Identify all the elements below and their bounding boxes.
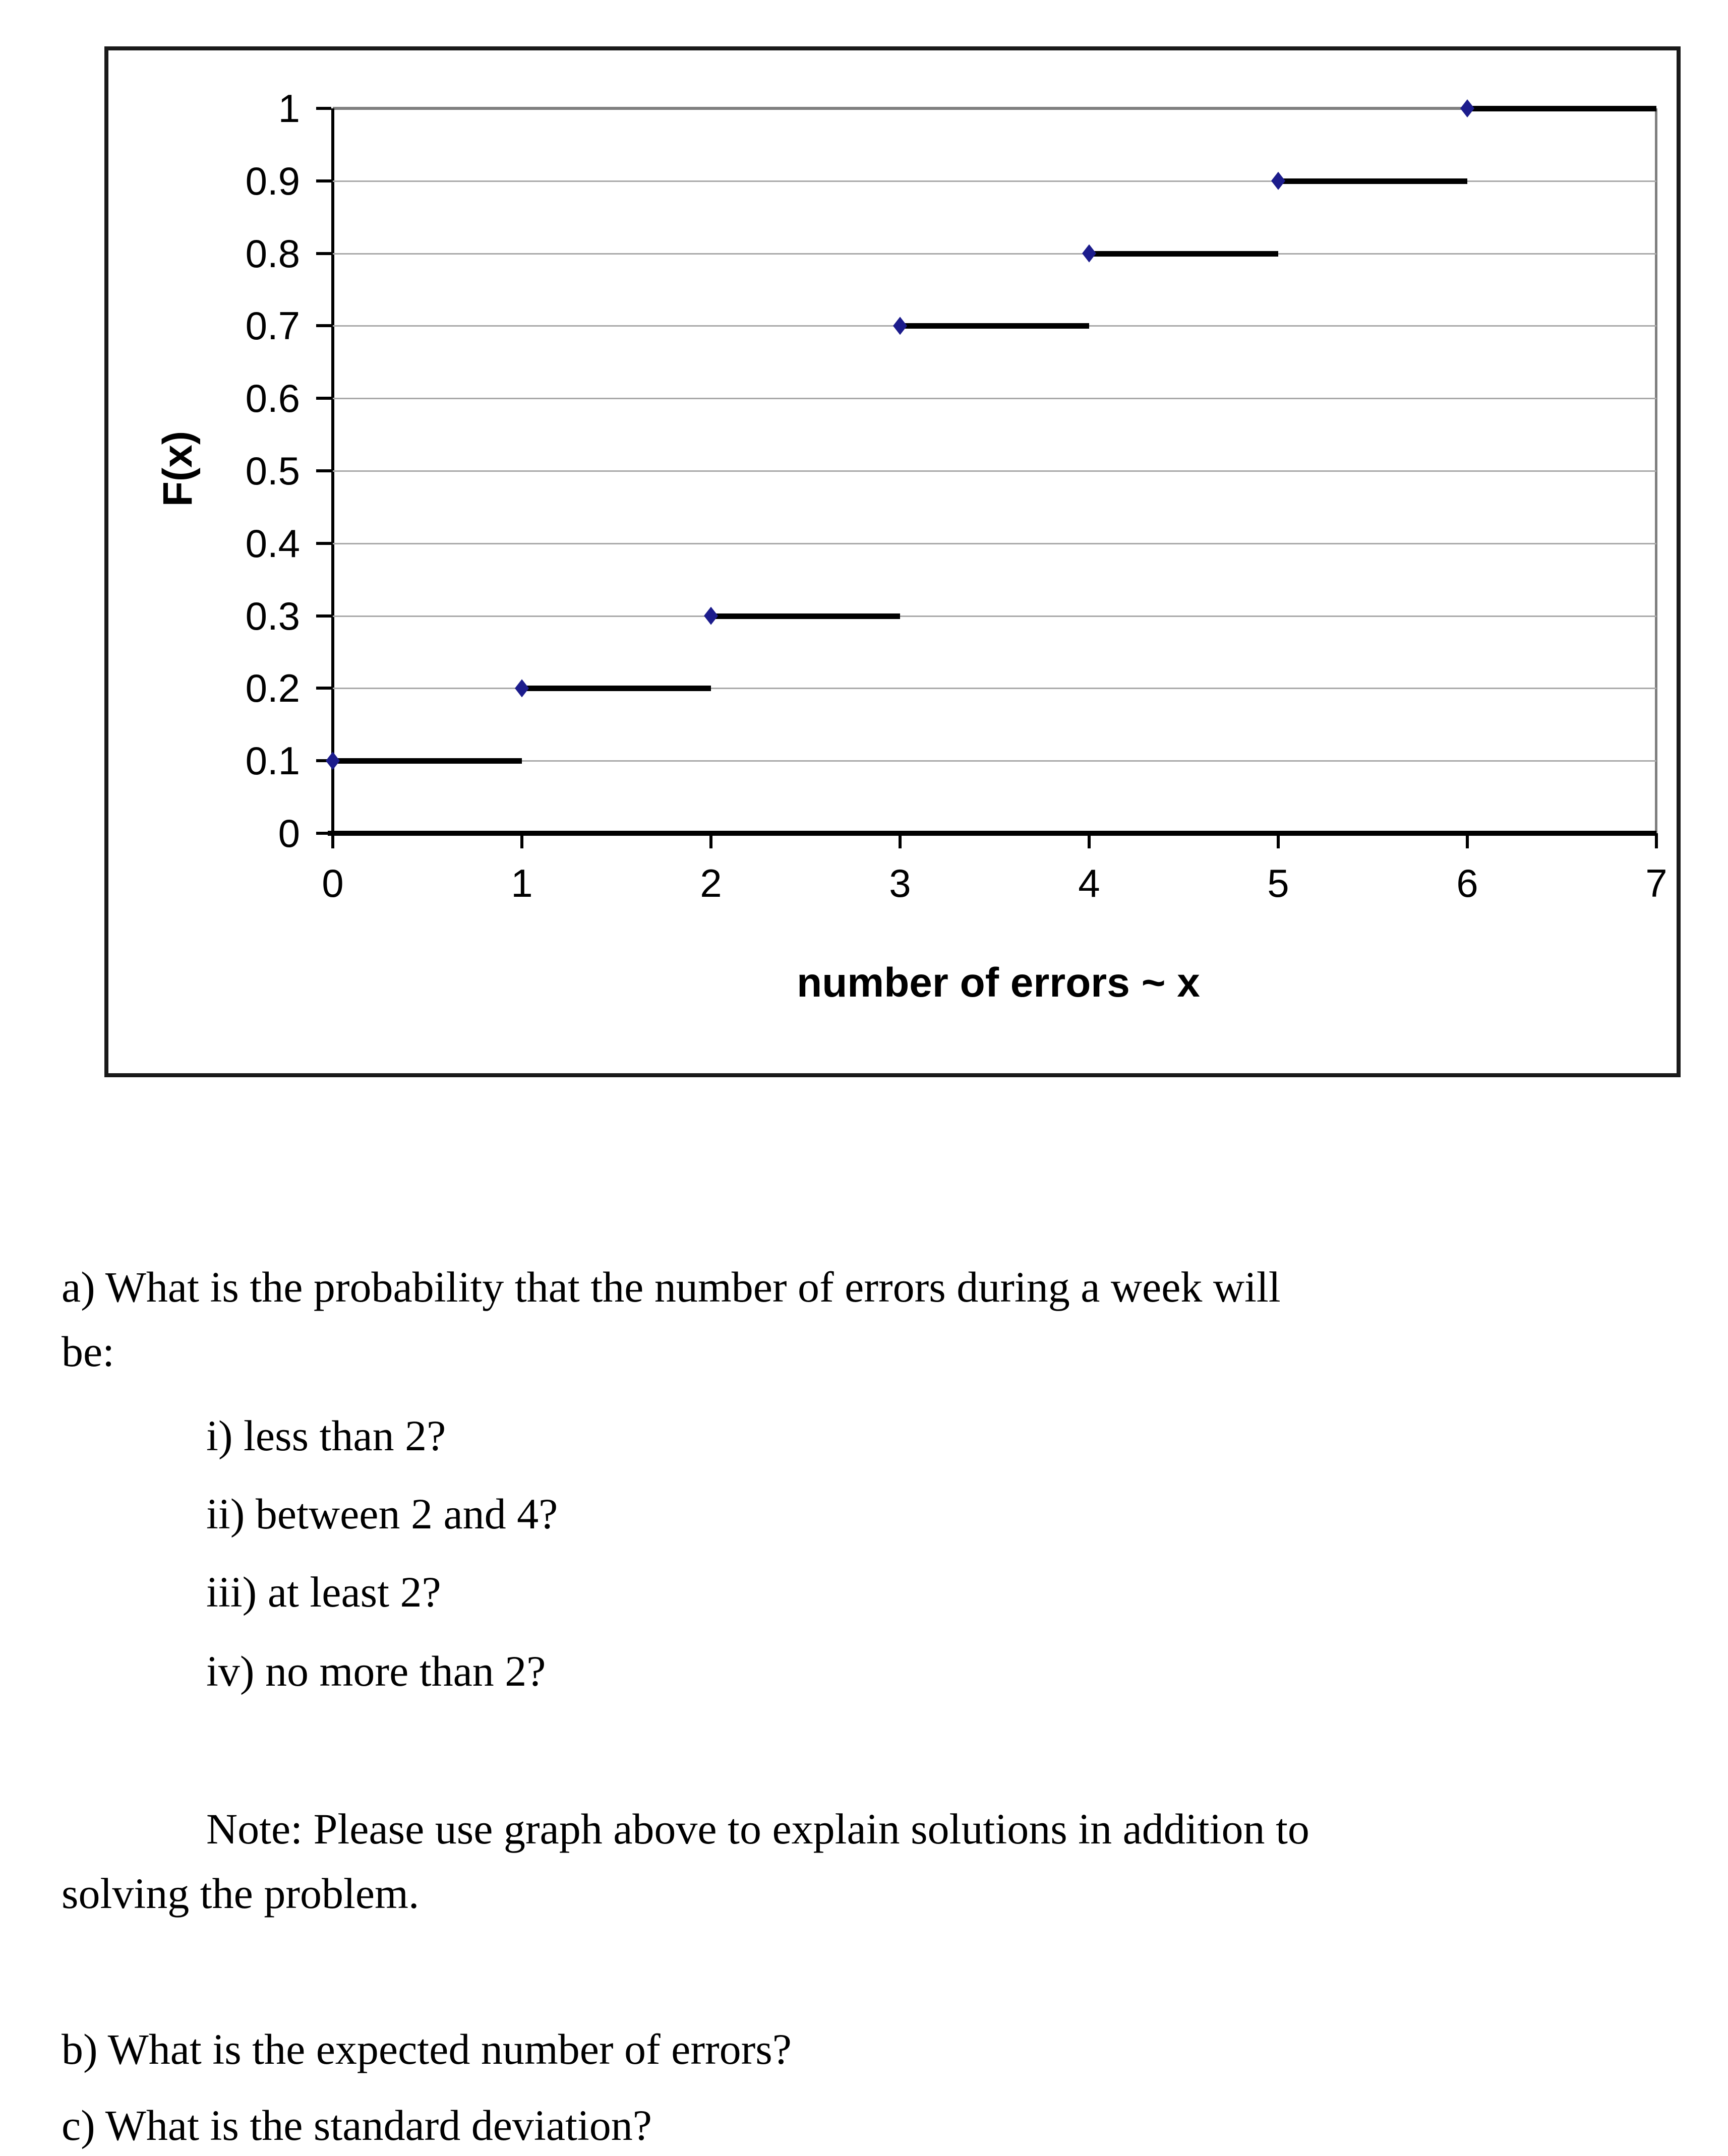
question-a-item-iv: iv) no more than 2? bbox=[206, 1647, 546, 1695]
y-axis-tick bbox=[316, 469, 331, 472]
y-axis-tick bbox=[316, 324, 331, 327]
cdf-step-segment bbox=[522, 686, 711, 691]
x-tick-label: 4 bbox=[1078, 861, 1100, 905]
y-tick-label: 0.9 bbox=[245, 158, 300, 203]
y-axis-tick bbox=[316, 687, 331, 690]
gridline bbox=[333, 398, 1656, 399]
y-axis-tick bbox=[316, 107, 331, 110]
data-point-marker bbox=[1460, 99, 1474, 117]
cdf-step-segment bbox=[333, 758, 522, 764]
y-tick-label: 0.7 bbox=[245, 303, 300, 348]
question-a-item-i: i) less than 2? bbox=[206, 1411, 446, 1460]
x-axis bbox=[328, 831, 1656, 836]
question-b: b) What is the expected number of errors? bbox=[62, 2025, 792, 2073]
note-line1: Note: Please use graph above to explain solutions in addition to bbox=[206, 1805, 1309, 1853]
x-axis-tick bbox=[1277, 833, 1280, 848]
gridline bbox=[333, 543, 1656, 544]
question-a-item-iii: iii) at least 2? bbox=[206, 1568, 441, 1616]
x-axis-tick bbox=[709, 833, 712, 848]
y-tick-label: 0.2 bbox=[245, 666, 300, 711]
y-axis-tick bbox=[316, 252, 331, 255]
x-tick-label: 3 bbox=[889, 861, 911, 905]
x-tick-label: 0 bbox=[322, 861, 344, 905]
x-axis-tick bbox=[1466, 833, 1469, 848]
y-tick-label: 0 bbox=[278, 811, 300, 855]
data-point-marker bbox=[1271, 172, 1285, 190]
x-tick-label: 2 bbox=[700, 861, 722, 905]
data-point-marker bbox=[1082, 244, 1096, 263]
question-c: c) What is the standard deviation? bbox=[62, 2101, 652, 2149]
data-point-marker bbox=[704, 607, 718, 625]
y-tick-label: 0.1 bbox=[245, 738, 300, 783]
y-tick-label: 0.6 bbox=[245, 376, 300, 421]
x-axis-tick bbox=[520, 833, 523, 848]
y-tick-label: 0.3 bbox=[245, 593, 300, 638]
gridline bbox=[333, 253, 1656, 255]
x-axis-tick bbox=[331, 833, 334, 848]
y-axis-tick bbox=[316, 832, 331, 835]
cdf-step-segment bbox=[1089, 251, 1278, 257]
x-axis-tick bbox=[1655, 833, 1658, 848]
y-tick-label: 1 bbox=[278, 86, 300, 131]
y-axis-title: F(x) bbox=[155, 430, 201, 507]
gridline bbox=[333, 470, 1656, 472]
y-axis-tick bbox=[316, 614, 331, 618]
gridline bbox=[333, 760, 1656, 762]
plot-area bbox=[245, 86, 1667, 905]
data-point-marker bbox=[515, 679, 529, 697]
x-tick-label: 6 bbox=[1456, 861, 1478, 905]
x-axis-tick bbox=[1088, 833, 1091, 848]
y-axis-tick bbox=[316, 397, 331, 400]
question-a-line2: be: bbox=[62, 1327, 115, 1376]
question-a-line1: a) What is the probability that the number of errors during a week will bbox=[62, 1263, 1281, 1311]
x-tick-label: 5 bbox=[1267, 861, 1289, 905]
data-point-marker bbox=[326, 752, 340, 770]
cdf-chart-figure bbox=[104, 46, 1681, 1077]
cdf-step-segment bbox=[1467, 106, 1656, 111]
x-axis-tick bbox=[899, 833, 902, 848]
plot-top-border bbox=[333, 107, 1656, 110]
y-tick-label: 0.8 bbox=[245, 231, 300, 276]
cdf-step-segment bbox=[900, 323, 1089, 329]
x-tick-label: 7 bbox=[1645, 861, 1667, 905]
note-line2: solving the problem. bbox=[62, 1869, 420, 1918]
gridline bbox=[333, 615, 1656, 617]
cdf-step-segment bbox=[1278, 178, 1467, 184]
y-tick-label: 0.5 bbox=[245, 449, 300, 493]
y-tick-label: 0.4 bbox=[245, 521, 300, 566]
question-a-item-ii: ii) between 2 and 4? bbox=[206, 1490, 558, 1538]
y-axis-tick bbox=[316, 542, 331, 545]
x-axis-title: number of errors ~ x bbox=[797, 960, 1200, 1006]
x-tick-label: 1 bbox=[511, 861, 533, 905]
cdf-step-segment bbox=[711, 613, 900, 619]
y-axis-tick bbox=[316, 179, 331, 182]
data-point-marker bbox=[893, 317, 907, 335]
